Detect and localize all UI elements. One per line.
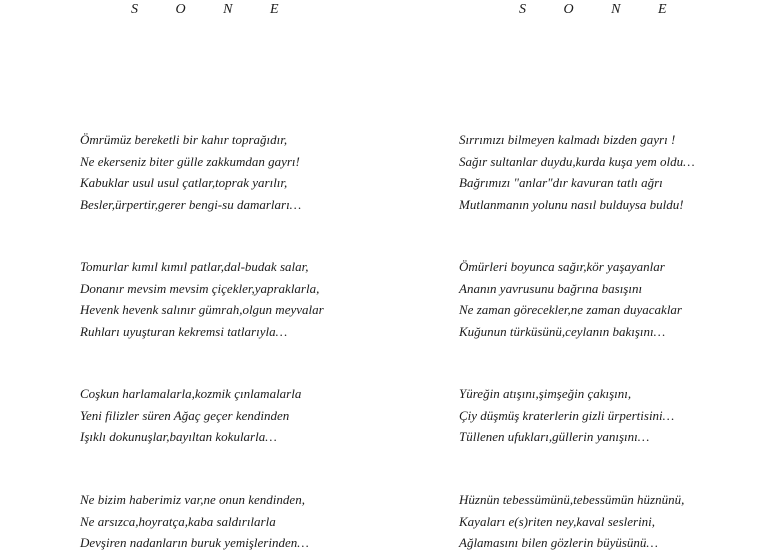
verse-line: Tüllenen ufukları,güllerin yanışını… xyxy=(459,429,650,444)
left-stanza-4 xyxy=(80,489,309,554)
verse-line: Çiy düşmüş kraterlerin gizli ürpertisini… xyxy=(459,407,675,423)
verse-line: Hüznün tebessümünü,tebessümün hüznünü, xyxy=(459,492,685,507)
verse-line: Besler,ürpertir,gerer bengi-su damarları… xyxy=(80,196,302,212)
verse-line: Ömürleri boyunca sağır,kör yaşayanlar xyxy=(459,259,665,274)
verse-line: Ruhları uyuşturan kekremsi tatlarıyla… xyxy=(80,323,288,339)
verse-line: Sırrımızı bilmeyen kalmadı bizden gayrı ! xyxy=(459,132,676,147)
verse-line: Tomurlar kımıl kımıl patlar,dal-budak salar, xyxy=(80,259,309,274)
verse-line: Ömrümüz bereketli bir kahır toprağıdır, xyxy=(80,132,288,147)
left-poem-title: S O N E xyxy=(131,2,296,17)
verse-line: Kuğunun türküsünü,ceylanın bakışını… xyxy=(459,323,666,339)
verse-line: Işıklı dokunuşlar,bayıltan kokularla… xyxy=(80,429,277,444)
right-stanza-2 xyxy=(459,256,682,342)
verse-line: Kabuklar usul usul çatlar,toprak yarılır, xyxy=(80,175,288,190)
verse-line: Ne arsızca,hoyratça,kaba saldırılarla xyxy=(80,513,276,529)
verse-line: Bağrımızı "anlar"dır kavuran tatlı ağrı xyxy=(459,175,663,190)
right-stanza-1 xyxy=(459,129,695,215)
verse-line: Hevenk hevenk salınır gümrah,olgun meyvalar xyxy=(80,302,324,317)
right-stanza-4 xyxy=(459,489,684,554)
left-stanza-2 xyxy=(80,256,324,342)
verse-line: Donanır mevsim mevsim çiçekler,yapraklarla, xyxy=(80,280,320,296)
right-poem-title: S O N E xyxy=(519,2,684,17)
verse-line: Ne zaman görecekler,ne zaman duyacaklar xyxy=(459,302,682,317)
verse-line: Ananın yavrusunu bağrına basışını xyxy=(459,280,643,296)
verse-line: Mutlanmanın yolunu nasıl bulduysa buldu! xyxy=(459,196,684,212)
verse-line: Coşkun harlamalarla,kozmik çınlamalarla xyxy=(80,386,302,401)
verse-line: Yüreğin atışını,şimşeğin çakışını, xyxy=(459,386,632,401)
verse-line: Ne bizim haberimiz var,ne onun kendinden, xyxy=(80,492,305,507)
verse-line: Ne ekerseniz biter gülle zakkumdan gayrı! xyxy=(80,153,300,169)
verse-line: Sağır sultanlar duydu,kurda kuşa yem oldu… xyxy=(459,153,695,169)
verse-line: Kayaları e(s)riten ney,kaval seslerini, xyxy=(459,513,656,529)
verse-line: Ağlamasını bilen gözlerin büyüsünü… xyxy=(459,535,658,550)
verse-line: Yeni filizler süren Ağaç geçer kendinden xyxy=(80,407,290,423)
left-stanza-1 xyxy=(80,129,301,215)
left-stanza-3 xyxy=(80,383,301,448)
verse-line: Devşiren nadanların buruk yemişlerinden… xyxy=(80,535,309,550)
right-stanza-3 xyxy=(459,383,674,448)
